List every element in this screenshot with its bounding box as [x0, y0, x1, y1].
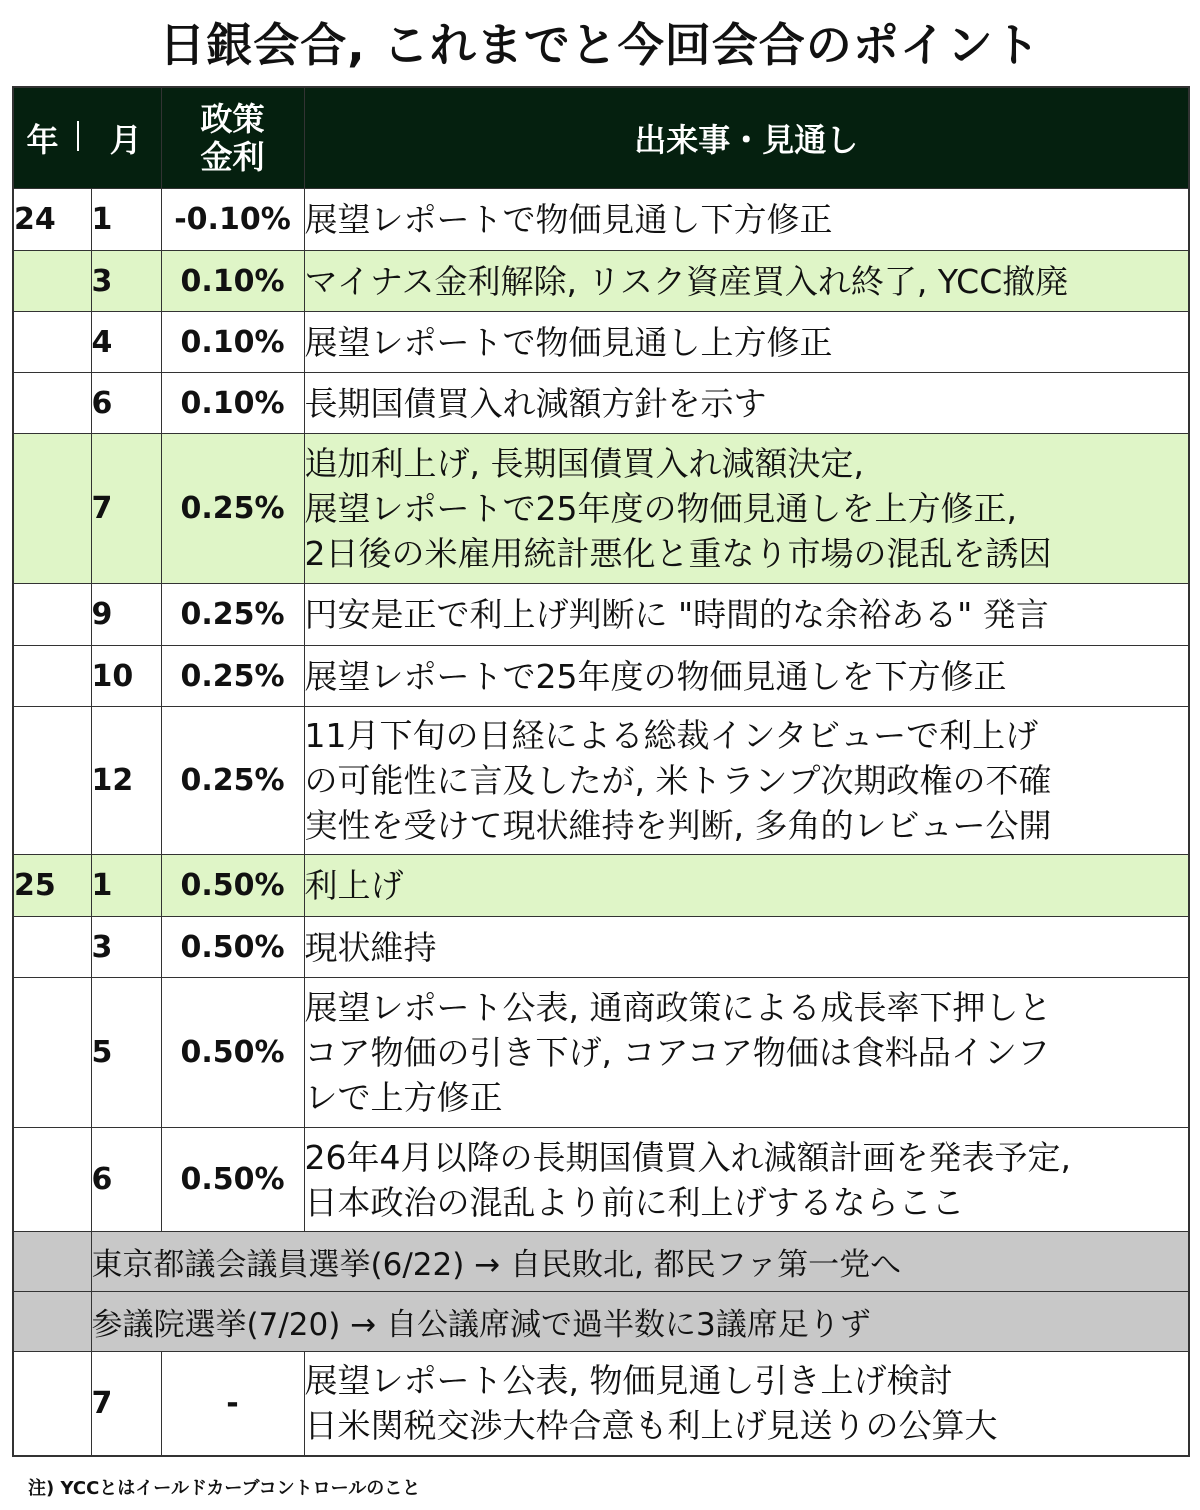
- event-line: 長期国債買入れ減額方針を示す: [304, 383, 767, 423]
- header-rate-line1: 政策: [200, 100, 265, 138]
- election-band-row: [13, 1232, 1189, 1292]
- row-month: 12: [91, 707, 161, 855]
- event-line: 26年4月以降の長期国債買入れ減額計画を発表予定,: [304, 1137, 1071, 1177]
- row-event: [304, 1352, 1189, 1456]
- row-event: [304, 1128, 1189, 1232]
- row-year: [13, 251, 91, 312]
- table-row: [13, 189, 1189, 251]
- table-row: [13, 707, 1189, 855]
- row-rate: 0.25%: [161, 584, 304, 646]
- row-year: [13, 978, 91, 1128]
- row-month: 1: [91, 855, 161, 917]
- row-rate: 0.10%: [161, 312, 304, 373]
- table-row: [13, 251, 1189, 312]
- table-row: [13, 373, 1189, 434]
- event-line: 日米関税交渉大枠合意も利上げ見送りの公算大: [304, 1406, 998, 1446]
- event-line: 2日後の米雇用統計悪化と重なり市場の混乱を誘因: [304, 534, 1052, 573]
- band-spacer: [13, 1232, 91, 1292]
- row-month: 7: [91, 1352, 161, 1456]
- event-line: 追加利上げ, 長期国債買入れ減額決定,: [304, 444, 864, 483]
- row-event: [304, 189, 1189, 251]
- header-year-label: 年: [26, 121, 59, 159]
- event-line: 展望レポートで物価見通し上方修正: [304, 322, 833, 362]
- policy-table: [12, 86, 1190, 1457]
- header-month: 月: [91, 87, 161, 189]
- table-row: [13, 1352, 1189, 1456]
- row-event: [304, 584, 1189, 646]
- row-event: [304, 312, 1189, 373]
- row-month: 3: [91, 251, 161, 312]
- header-rate-line2: 金利: [200, 138, 265, 176]
- row-year: 25: [13, 855, 91, 917]
- row-year: [13, 434, 91, 584]
- header-row: [13, 87, 1189, 189]
- event-line: 展望レポートで25年度の物価見通しを上方修正,: [304, 489, 1017, 528]
- table-row: [13, 978, 1189, 1128]
- row-month: 5: [91, 978, 161, 1128]
- footnote: 注) YCCとはイールドカーブコントロールのこと: [28, 1478, 421, 1499]
- row-event: [304, 251, 1189, 312]
- row-month: 6: [91, 373, 161, 434]
- row-month: 1: [91, 189, 161, 251]
- event-line: 展望レポートで物価見通し下方修正: [304, 200, 833, 239]
- row-month: 4: [91, 312, 161, 373]
- event-line: 展望レポート公表, 物価見通し引き上げ検討: [304, 1361, 953, 1401]
- election-band-row: [13, 1292, 1189, 1352]
- event-line: レで上方修正: [304, 1078, 503, 1117]
- event-line: 11月下旬の日経による総裁インタビューで利上げ: [304, 716, 1039, 755]
- row-rate: -0.10%: [161, 189, 304, 251]
- event-line: 展望レポートで25年度の物価見通しを下方修正: [304, 656, 1007, 696]
- event-line: 利上げ: [304, 866, 404, 905]
- header-rate: [161, 87, 304, 189]
- row-rate: -: [161, 1352, 304, 1456]
- event-line: コア物価の引き下げ, コアコア物価は食料品インフ: [304, 1033, 1050, 1072]
- table-row: [13, 917, 1189, 978]
- header-year: [13, 87, 91, 189]
- row-rate: 0.50%: [161, 855, 304, 917]
- row-year: [13, 707, 91, 855]
- election-band: 東京都議会議員選挙(6/22) → 自民敗北, 都民ファ第一党へ: [91, 1232, 1189, 1292]
- row-event: [304, 373, 1189, 434]
- row-year: 24: [13, 189, 91, 251]
- row-rate: 0.25%: [161, 707, 304, 855]
- table-row: [13, 855, 1189, 917]
- header-divider: [77, 121, 79, 151]
- band-spacer: [13, 1292, 91, 1352]
- row-year: [13, 646, 91, 707]
- event-line: 円安是正で利上げ判断に "時間的な余裕ある" 発言: [304, 595, 1049, 634]
- event-line: 日本政治の混乱より前に利上げするならここ: [304, 1182, 965, 1222]
- row-rate: 0.25%: [161, 434, 304, 584]
- row-rate: 0.50%: [161, 978, 304, 1128]
- row-rate: 0.50%: [161, 917, 304, 978]
- event-line: 実性を受けて現状維持を判断, 多角的レビュー公開: [304, 806, 1052, 845]
- row-rate: 0.50%: [161, 1128, 304, 1232]
- row-year: [13, 584, 91, 646]
- row-event: [304, 855, 1189, 917]
- row-rate: 0.10%: [161, 373, 304, 434]
- row-event: [304, 917, 1189, 978]
- election-band: 参議院選挙(7/20) → 自公議席減で過半数に3議席足りず: [91, 1292, 1189, 1352]
- event-line: マイナス金利解除, リスク資産買入れ終了, YCC撤廃: [304, 261, 1069, 301]
- table-row: [13, 646, 1189, 707]
- row-year: [13, 373, 91, 434]
- row-rate: 0.10%: [161, 251, 304, 312]
- row-month: 3: [91, 917, 161, 978]
- page-title: 日銀会合, これまでと今回会合のポイント: [159, 18, 1041, 72]
- row-month: 9: [91, 584, 161, 646]
- event-line: 展望レポート公表, 通商政策による成長率下押しと: [304, 988, 1052, 1027]
- row-month: 10: [91, 646, 161, 707]
- header-event: 出来事・見通し: [304, 87, 1189, 189]
- table-row: [13, 1128, 1189, 1232]
- row-year: [13, 312, 91, 373]
- table-row: [13, 434, 1189, 584]
- row-event: [304, 434, 1189, 584]
- row-rate: 0.25%: [161, 646, 304, 707]
- row-year: [13, 917, 91, 978]
- event-line: 現状維持: [304, 927, 437, 967]
- row-month: 6: [91, 1128, 161, 1232]
- table-row: [13, 584, 1189, 646]
- row-year: [13, 1128, 91, 1232]
- row-event: [304, 707, 1189, 855]
- row-event: [304, 646, 1189, 707]
- row-event: [304, 978, 1189, 1128]
- row-month: 7: [91, 434, 161, 584]
- event-line: の可能性に言及したが, 米トランプ次期政権の不確: [304, 761, 1052, 800]
- row-year: [13, 1352, 91, 1456]
- table-row: [13, 312, 1189, 373]
